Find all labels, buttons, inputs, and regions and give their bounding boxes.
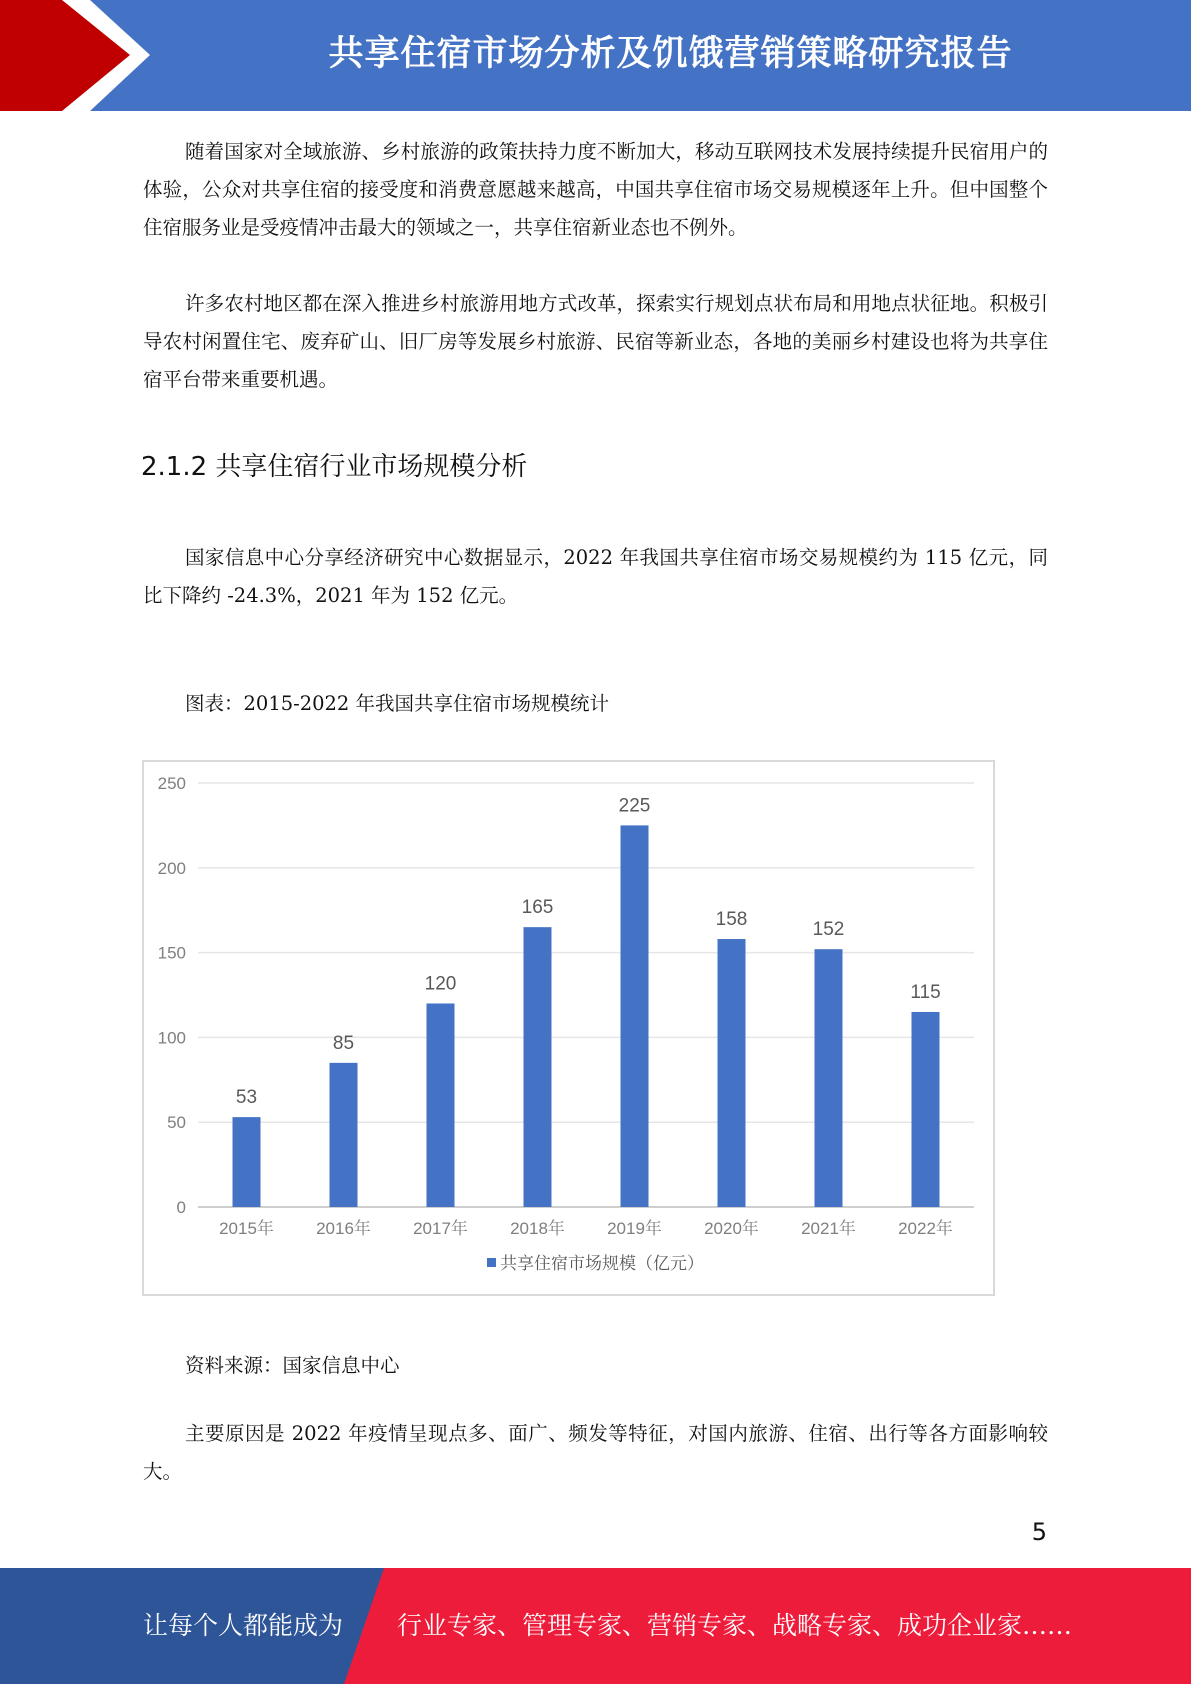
bar [815, 949, 843, 1207]
x-tick-label: 2022年 [898, 1219, 953, 1238]
paragraph-market-size: 国家信息中心分享经济研究中心数据显示，2022 年我国共享住宿市场交易规模约为 115 亿元，同比下降约 -24.3%，2021 年为 152 亿元。 [143, 546, 1048, 607]
x-tick-label: 2019年 [607, 1219, 662, 1238]
data-label: 165 [521, 897, 554, 919]
paragraph-intro: 随着国家对全域旅游、乡村旅游的政策扶持力度不断加大，移动互联网技术发展持续提升民宿用户的体验，公众对共享住宿的接受度和消费意愿越来越高，中国共享住宿市场交易规模逐年上升。但中国整个住宿服务业是受疫情冲击最大的领域之一，共享住宿新业态也不例外。 [143, 140, 1048, 239]
bar [718, 939, 746, 1207]
data-label: 115 [910, 981, 941, 1003]
bar [524, 927, 552, 1207]
section-heading: 2.1.2 共享住宿行业市场规模分析 [141, 452, 528, 482]
chart-caption: 图表：2015-2022 年我国共享住宿市场规模统计 [185, 692, 610, 715]
footer-slogan-right: 行业专家、管理专家、营销专家、战略专家、成功企业家…… [397, 1611, 1073, 1640]
data-label: 158 [715, 909, 748, 931]
x-tick-label: 2018年 [510, 1219, 565, 1238]
header-arrow-decoration [0, 0, 170, 111]
page-number: 5 [1031, 1518, 1047, 1546]
bar [233, 1117, 261, 1207]
data-label: 85 [332, 1032, 355, 1054]
source-note: 资料来源：国家信息中心 [185, 1354, 400, 1377]
y-tick-label: 100 [157, 1028, 186, 1048]
legend-label: 共享住宿市场规模（亿元） [500, 1254, 704, 1273]
y-tick-label: 200 [157, 858, 186, 878]
page-footer [0, 1568, 1191, 1684]
bar [912, 1012, 940, 1207]
page-header [0, 0, 1191, 111]
paragraph-rural: 许多农村地区都在深入推进乡村旅游用地方式改革，探索实行规划点状布局和用地点状征地。积极引导农村闲置住宅、废弃矿山、旧厂房等发展乡村旅游、民宿等新业态，各地的美丽乡村建设也将为共享住宿平台带来重要机遇。 [143, 292, 1048, 391]
y-tick-label: 250 [157, 774, 186, 793]
x-tick-label: 2017年 [413, 1219, 468, 1238]
bar-chart [142, 760, 995, 1296]
bar [621, 825, 649, 1207]
x-tick-label: 2021年 [801, 1219, 856, 1238]
x-tick-label: 2020年 [704, 1219, 759, 1238]
y-tick-label: 0 [176, 1198, 186, 1217]
y-tick-label: 50 [167, 1113, 186, 1133]
data-label: 120 [424, 973, 457, 995]
y-tick-label: 150 [157, 943, 186, 963]
x-tick-label: 2015年 [219, 1219, 274, 1238]
data-label: 225 [618, 795, 651, 817]
x-tick-label: 2016年 [316, 1219, 371, 1238]
report-title: 共享住宿市场分析及饥饿营销策略研究报告 [328, 34, 1013, 74]
bar [330, 1063, 358, 1207]
footer-slogan-left: 让每个人都能成为 [143, 1611, 344, 1640]
legend-swatch [487, 1258, 496, 1267]
data-label: 152 [812, 919, 845, 941]
bar-chart-svg [144, 762, 993, 1294]
bar [427, 1003, 455, 1207]
paragraph-reason: 主要原因是 2022 年疫情呈现点多、面广、频发等特征，对国内旅游、住宿、出行等各方面影响较大。 [143, 1422, 1048, 1483]
data-label: 53 [235, 1087, 258, 1109]
